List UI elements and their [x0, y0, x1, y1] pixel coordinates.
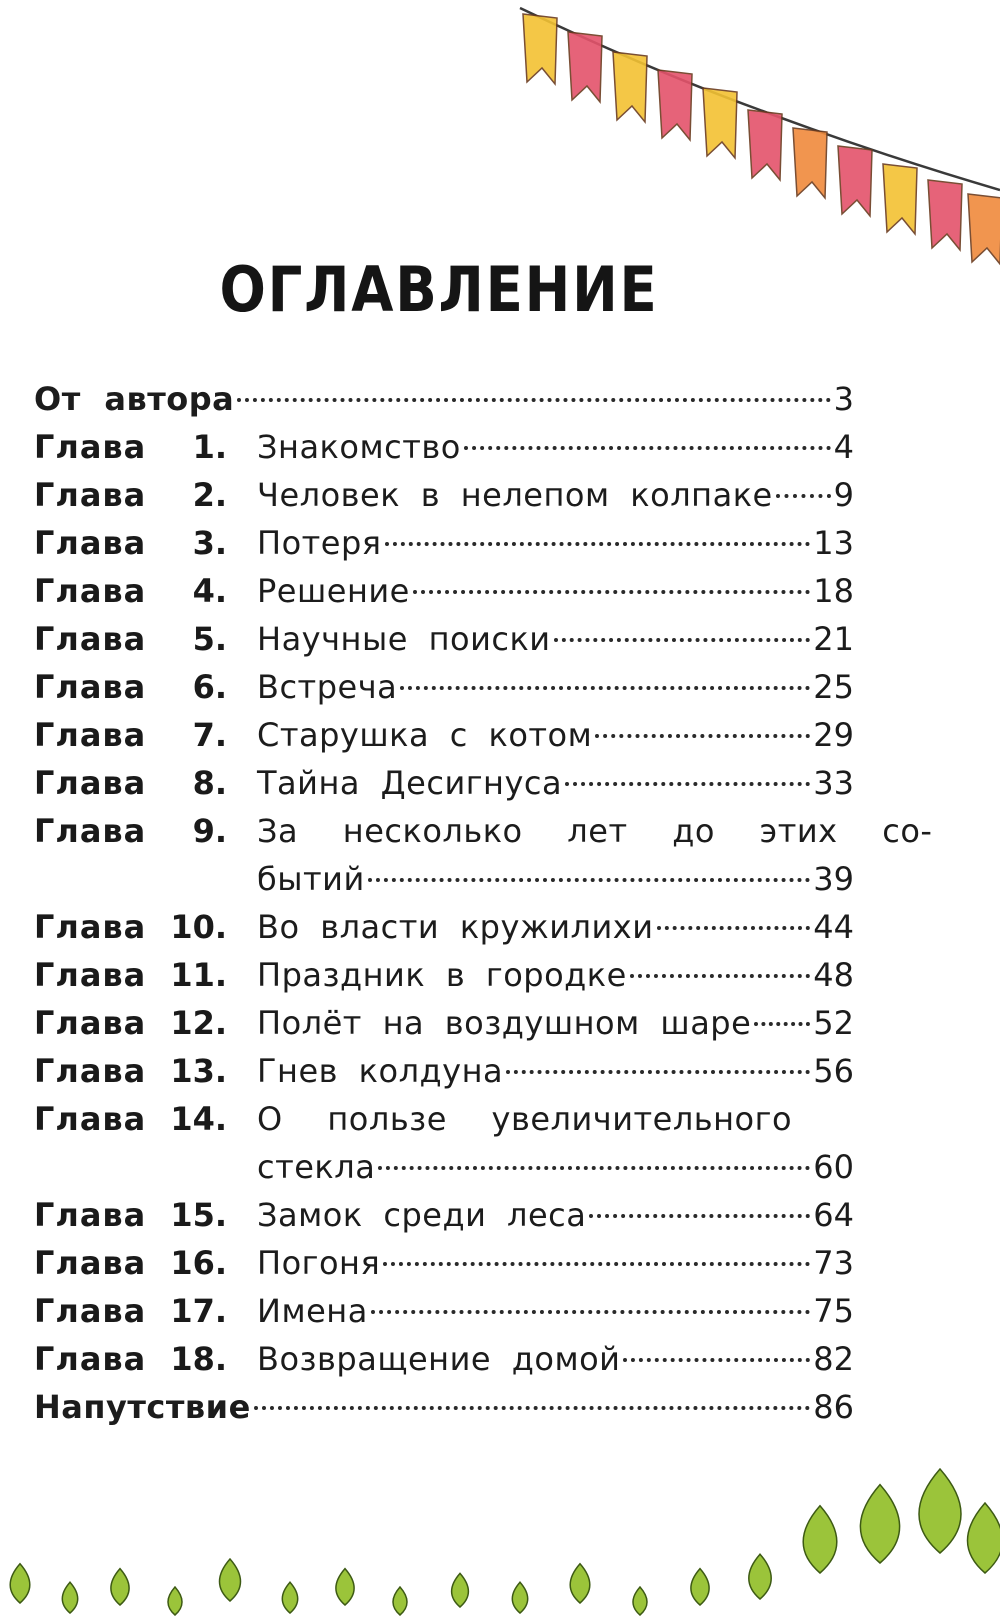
- toc-chapter-label: [34, 999, 227, 1047]
- toc-entry-chapter-14-continued[interactable]: [34, 1143, 854, 1191]
- toc-leader-dots: [371, 1310, 810, 1314]
- toc-chapter-word: Глава: [34, 524, 147, 562]
- toc-entry-chapter-15[interactable]: [34, 1191, 854, 1239]
- toc-page-number: 33: [813, 764, 854, 802]
- toc-chapter-title: Имена: [257, 1292, 368, 1330]
- toc-entry-chapter-9[interactable]: [34, 807, 933, 855]
- toc-chapter-title: Полёт на воздушном шаре: [257, 1004, 752, 1042]
- toc-leader-dots: [776, 494, 831, 498]
- toc-chapter-word: Глава: [34, 764, 147, 802]
- leaf-shape: [168, 1587, 182, 1615]
- toc-chapter-title: Решение: [257, 572, 410, 610]
- toc-leader-dots: [237, 398, 830, 402]
- toc-chapter-number: 2.: [192, 476, 227, 514]
- toc-chapter-number: 9.: [192, 812, 227, 850]
- toc-chapter-label: [34, 807, 227, 855]
- bunting-flag: [838, 146, 872, 216]
- table-of-contents: [34, 375, 933, 1431]
- toc-page-number: 73: [813, 1244, 854, 1282]
- toc-chapter-number: 12.: [170, 1004, 227, 1042]
- toc-chapter-label: [34, 663, 227, 711]
- toc-chapter-number: 8.: [192, 764, 227, 802]
- toc-chapter-number: 14.: [170, 1100, 227, 1138]
- toc-leader-dots: [595, 734, 810, 738]
- toc-chapter-label: [34, 1047, 227, 1095]
- toc-chapter-title: За несколько лет до этих со-: [257, 812, 933, 850]
- toc-chapter-label: [34, 711, 227, 759]
- toc-entry-chapter-1[interactable]: [34, 423, 854, 471]
- toc-chapter-number: 11.: [170, 956, 227, 994]
- toc-chapter-label: [34, 759, 227, 807]
- toc-leader-dots: [506, 1070, 810, 1074]
- toc-page-number: 4: [833, 428, 854, 466]
- toc-leader-dots: [385, 542, 811, 546]
- toc-chapter-word: Глава: [34, 1100, 147, 1138]
- toc-chapter-word: Глава: [34, 620, 147, 658]
- toc-entry-chapter-13[interactable]: [34, 1047, 854, 1095]
- toc-leader-dots: [657, 926, 811, 930]
- bunting-flag-group: [523, 14, 1000, 264]
- leaf-shape: [393, 1587, 407, 1615]
- toc-chapter-title: Замок среди леса: [257, 1196, 587, 1234]
- toc-chapter-label: [34, 1239, 227, 1287]
- toc-chapter-word: Глава: [34, 812, 147, 850]
- toc-chapter-title: Научные поиски: [257, 620, 551, 658]
- toc-chapter-title: Во власти кружилихи: [257, 908, 654, 946]
- leaf-shape: [62, 1582, 77, 1613]
- toc-chapter-title: Старушка с котом: [257, 716, 593, 754]
- toc-chapter-title: Праздник в городке: [257, 956, 627, 994]
- bunting-flag: [703, 88, 737, 158]
- toc-entry-chapter-8[interactable]: [34, 759, 854, 807]
- toc-chapter-number: 1.: [192, 428, 227, 466]
- toc-entry-chapter-11[interactable]: [34, 951, 854, 999]
- toc-leader-dots: [565, 782, 810, 786]
- toc-chapter-word: Глава: [34, 1292, 147, 1330]
- toc-entry-chapter-7[interactable]: [34, 711, 854, 759]
- toc-front-label: От автора: [34, 380, 235, 418]
- leaf-group: [10, 1469, 1000, 1615]
- toc-chapter-title-continued: стекла: [257, 1148, 376, 1186]
- toc-chapter-number: 6.: [192, 668, 227, 706]
- bunting-flag: [658, 70, 692, 140]
- leaf-shape: [633, 1587, 647, 1615]
- toc-leader-dots: [589, 1214, 810, 1218]
- toc-entry-chapter-9-continued[interactable]: [34, 855, 854, 903]
- bunting-flag: [793, 128, 827, 198]
- toc-page-number: 48: [813, 956, 854, 994]
- toc-chapter-title-continued: бытий: [257, 860, 365, 898]
- toc-page-number: 3: [833, 380, 854, 418]
- toc-chapter-number: 13.: [170, 1052, 227, 1090]
- toc-entry-chapter-5[interactable]: [34, 615, 854, 663]
- toc-page-number: 64: [813, 1196, 854, 1234]
- toc-leader-dots: [254, 1406, 811, 1410]
- toc-back-label: Напутствие: [34, 1388, 251, 1426]
- toc-leader-dots: [554, 638, 811, 642]
- toc-chapter-word: Глава: [34, 1340, 147, 1378]
- toc-entry-chapter-16[interactable]: [34, 1239, 854, 1287]
- toc-chapter-word: Глава: [34, 716, 147, 754]
- toc-page-number: 18: [813, 572, 854, 610]
- toc-chapter-title: Возвращение домой: [257, 1340, 621, 1378]
- toc-chapter-number: 3.: [192, 524, 227, 562]
- toc-page-number: 21: [813, 620, 854, 658]
- toc-chapter-title: Встреча: [257, 668, 398, 706]
- toc-leader-dots: [630, 974, 810, 978]
- page-title: ОГЛАВЛЕНИЕ: [219, 253, 659, 326]
- bunting-flag: [523, 14, 557, 84]
- toc-leader-dots: [368, 878, 811, 882]
- leaf-shape: [220, 1559, 241, 1601]
- toc-chapter-title: Погоня: [257, 1244, 381, 1282]
- toc-page-number: 86: [813, 1388, 854, 1426]
- toc-page-number: 13: [813, 524, 854, 562]
- bunting-flag: [748, 110, 782, 180]
- toc-chapter-title: Гнев колдуна: [257, 1052, 504, 1090]
- toc-chapter-number: 16.: [170, 1244, 227, 1282]
- toc-chapter-label: [34, 1335, 227, 1383]
- bunting-flag: [928, 180, 962, 250]
- toc-chapter-label: [34, 519, 227, 567]
- greenery-illustration: [0, 1423, 1000, 1623]
- toc-chapter-title: О пользе увеличительного: [257, 1100, 793, 1138]
- bunting-flag: [968, 194, 1000, 264]
- toc-page-number: 60: [813, 1148, 854, 1186]
- leaf-shape: [111, 1569, 129, 1605]
- toc-chapter-number: 7.: [192, 716, 227, 754]
- toc-chapter-number: 15.: [170, 1196, 227, 1234]
- toc-chapter-number: 5.: [192, 620, 227, 658]
- toc-chapter-label: [34, 1287, 227, 1335]
- toc-chapter-label: [34, 1191, 227, 1239]
- toc-entry-chapter-4[interactable]: [34, 567, 854, 615]
- toc-chapter-label: [34, 423, 227, 471]
- toc-chapter-list: [34, 423, 933, 1383]
- leaf-shape: [691, 1569, 709, 1605]
- toc-leader-dots: [754, 1022, 810, 1026]
- leaf-shape: [336, 1569, 354, 1605]
- toc-entry-chapter-10[interactable]: [34, 903, 854, 951]
- toc-chapter-label: [34, 567, 227, 615]
- toc-leader-dots: [400, 686, 810, 690]
- bunting-flag: [613, 52, 647, 122]
- toc-leader-dots: [383, 1262, 810, 1266]
- toc-page-number: 39: [813, 860, 854, 898]
- leaf-shape: [968, 1503, 1000, 1573]
- leaf-shape: [10, 1564, 30, 1603]
- toc-entry-chapter-3[interactable]: [34, 519, 854, 567]
- toc-entry-chapter-6[interactable]: [34, 663, 854, 711]
- leaf-shape: [749, 1554, 771, 1599]
- toc-chapter-label: [34, 1095, 227, 1143]
- toc-chapter-word: Глава: [34, 1196, 147, 1234]
- toc-entry-chapter-14[interactable]: [34, 1095, 854, 1143]
- toc-entry-chapter-18[interactable]: [34, 1335, 854, 1383]
- toc-leader-dots: [623, 1358, 810, 1362]
- toc-leader-dots: [464, 446, 831, 450]
- toc-leader-dots: [413, 590, 810, 594]
- toc-chapter-number: 18.: [170, 1340, 227, 1378]
- leaf-shape: [803, 1506, 837, 1573]
- toc-chapter-word: Глава: [34, 572, 147, 610]
- toc-chapter-word: Глава: [34, 428, 147, 466]
- toc-chapter-number: 4.: [192, 572, 227, 610]
- bunting-flags-illustration: [0, 0, 1000, 280]
- leaf-shape: [452, 1573, 469, 1607]
- toc-page-number: 29: [813, 716, 854, 754]
- toc-chapter-label: [34, 951, 227, 999]
- toc-chapter-title: Тайна Десигнуса: [257, 764, 563, 802]
- toc-chapter-word: Глава: [34, 956, 147, 994]
- toc-chapter-word: Глава: [34, 476, 147, 514]
- toc-chapter-number: 17.: [170, 1292, 227, 1330]
- leaf-shape: [282, 1582, 297, 1613]
- leaf-shape: [512, 1582, 527, 1613]
- leaf-shape: [860, 1485, 899, 1563]
- toc-chapter-word: Глава: [34, 1244, 147, 1282]
- leaf-shape: [919, 1469, 961, 1553]
- toc-page-number: 82: [813, 1340, 854, 1378]
- toc-entry-chapter-17[interactable]: [34, 1287, 854, 1335]
- toc-entry-chapter-12[interactable]: [34, 999, 854, 1047]
- toc-chapter-label: [34, 903, 227, 951]
- toc-page-number: 9: [833, 476, 854, 514]
- leaf-shape: [570, 1564, 590, 1603]
- bunting-flag: [883, 164, 917, 234]
- toc-chapter-number: 10.: [170, 908, 227, 946]
- toc-chapter-word: Глава: [34, 1004, 147, 1042]
- toc-leader-dots: [378, 1166, 810, 1170]
- toc-page-number: 25: [813, 668, 854, 706]
- toc-page-number: 44: [813, 908, 854, 946]
- toc-entry-front[interactable]: [34, 375, 854, 423]
- toc-chapter-label: [34, 615, 227, 663]
- toc-page-number: 75: [813, 1292, 854, 1330]
- toc-chapter-title: Потеря: [257, 524, 382, 562]
- toc-page-number: 52: [813, 1004, 854, 1042]
- toc-chapter-word: Глава: [34, 1052, 147, 1090]
- toc-chapter-label: [34, 471, 227, 519]
- bunting-flag: [568, 32, 602, 102]
- toc-chapter-word: Глава: [34, 668, 147, 706]
- toc-chapter-title: Человек в нелепом колпаке: [257, 476, 773, 514]
- toc-entry-chapter-2[interactable]: [34, 471, 854, 519]
- toc-page-number: 56: [813, 1052, 854, 1090]
- toc-chapter-word: Глава: [34, 908, 147, 946]
- toc-chapter-title: Знакомство: [257, 428, 461, 466]
